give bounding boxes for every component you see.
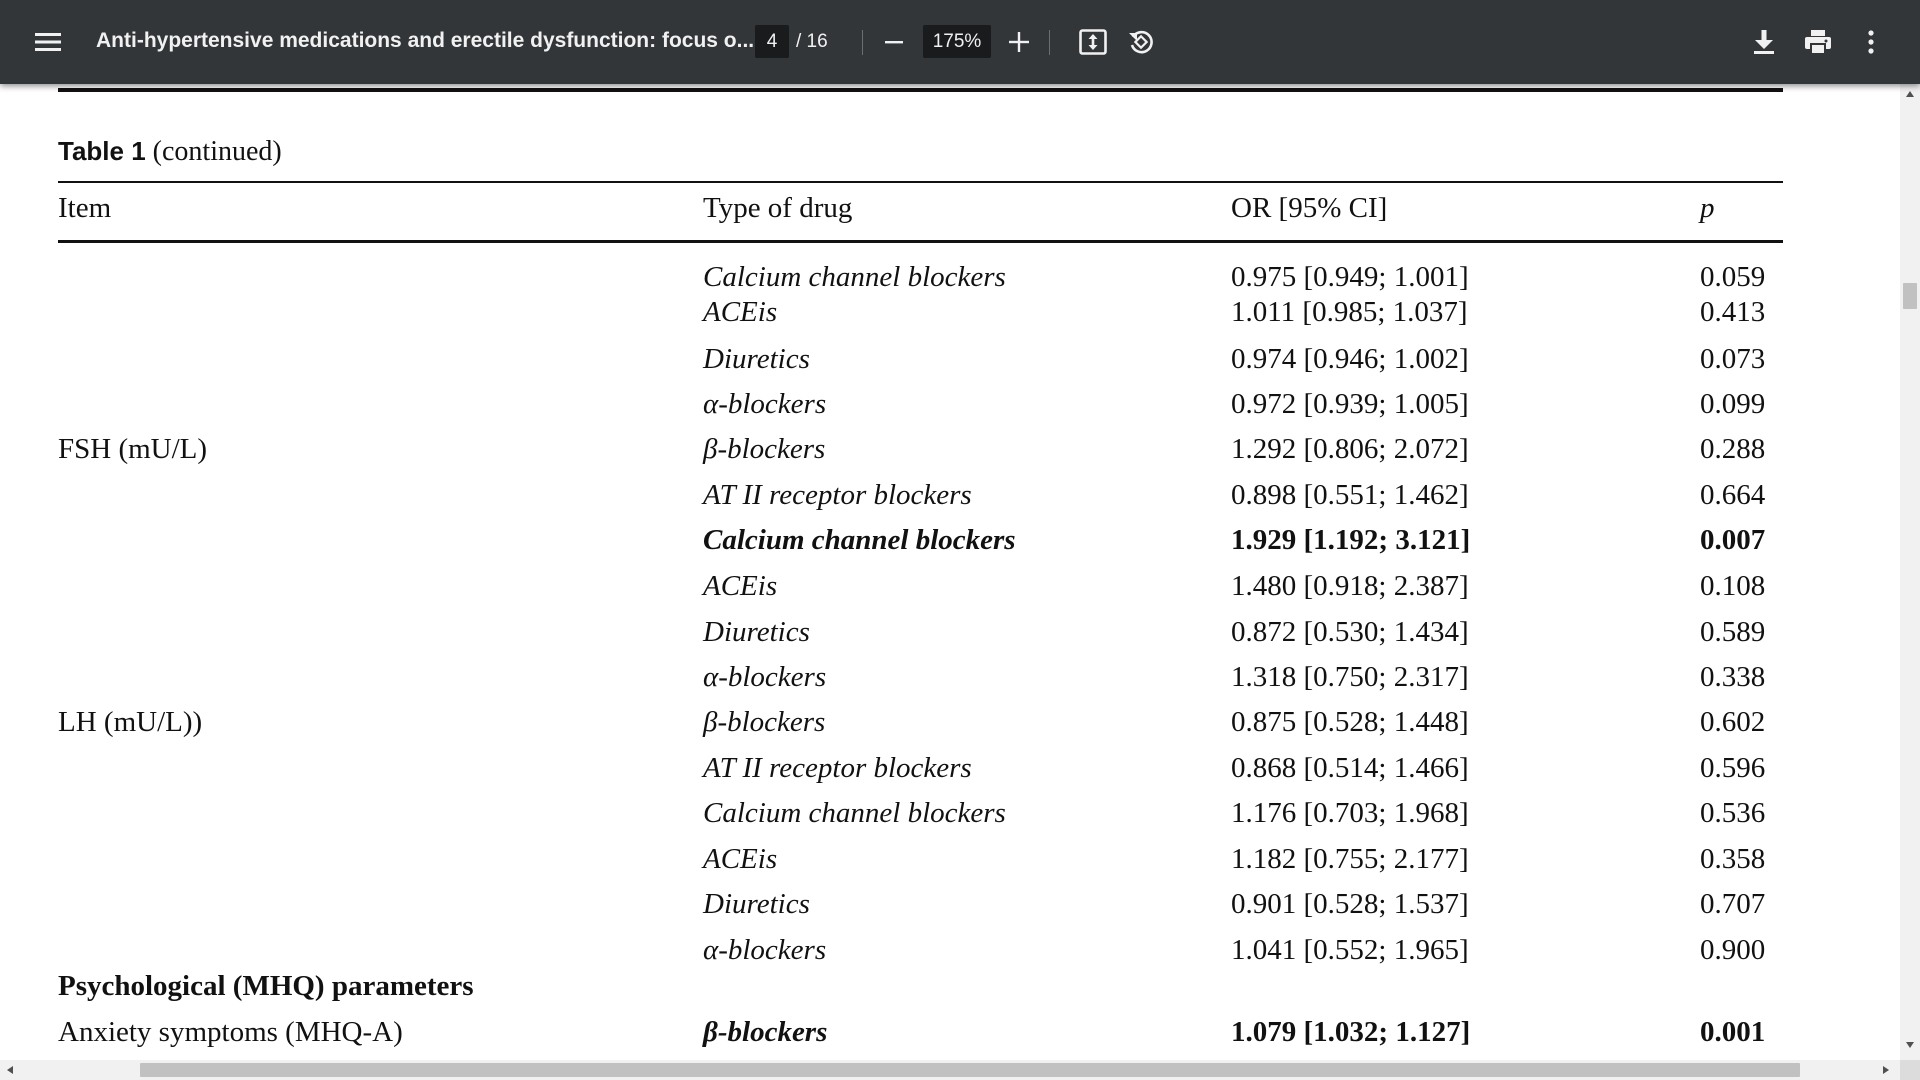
table-row [0,748,1900,788]
fit-to-page-icon[interactable] [1071,20,1115,64]
row-or: 0.974 [0.946; 1.002] [1231,343,1469,375]
column-header-drug: Type of drug [703,192,853,224]
table-row [0,612,1900,652]
row-drug: Calcium channel blockers [703,261,1006,293]
table-header-bottom-rule [58,240,1783,243]
minus-icon[interactable] [872,20,916,64]
row-drug: ACEis [703,843,778,875]
rotate-counterclockwise-icon[interactable] [1119,20,1163,64]
row-item: LH (mU/L)) [58,706,203,738]
table-top-rule [58,88,1783,92]
download-icon[interactable] [1742,20,1786,64]
table-row [0,475,1900,515]
row-or: 0.975 [0.949; 1.001] [1231,261,1469,293]
row-p: 0.900 [1700,934,1766,966]
hamburger-menu-icon[interactable] [26,20,70,64]
row-drug: AT II receptor blockers [703,479,972,511]
row-p: 0.007 [1700,524,1766,556]
row-p: 0.073 [1700,343,1766,375]
row-or: 0.868 [0.514; 1.466] [1231,752,1469,784]
pdf-toolbar [0,0,1920,84]
row-p: 0.108 [1700,570,1766,602]
row-p: 0.338 [1700,661,1766,693]
row-drug: α-blockers [703,388,827,420]
row-or: 1.480 [0.918; 2.387] [1231,570,1469,602]
section-heading: Psychological (MHQ) parameters [58,970,474,1002]
more-vertical-icon[interactable] [1849,20,1893,64]
row-p: 0.413 [1700,296,1766,328]
table-row [0,702,1900,742]
zoom-input[interactable] [923,25,991,58]
row-p: 0.596 [1700,752,1766,784]
table-header-top-rule [58,181,1783,183]
document-viewport[interactable] [0,84,1900,1060]
table-row [0,1012,1900,1052]
column-header-or: OR [95% CI] [1231,192,1388,224]
row-drug: β-blockers [703,433,826,465]
row-drug: ACEis [703,296,778,328]
table-row [0,657,1900,697]
print-icon[interactable] [1796,20,1840,64]
row-p: 0.288 [1700,433,1766,465]
row-or: 1.318 [0.750; 2.317] [1231,661,1469,693]
row-drug: α-blockers [703,934,827,966]
row-or: 1.176 [0.703; 1.968] [1231,797,1469,829]
row-drug: Calcium channel blockers [703,524,1016,556]
row-or: 1.292 [0.806; 2.072] [1231,433,1469,465]
horizontal-scroll-thumb[interactable] [140,1063,1800,1077]
table-row [0,839,1900,879]
scrollbar-corner [1900,1060,1920,1080]
vertical-scroll-thumb[interactable] [1903,283,1917,309]
horizontal-scrollbar[interactable] [0,1060,1900,1080]
row-or: 0.972 [0.939; 1.005] [1231,388,1469,420]
row-or: 1.929 [1.192; 3.121] [1231,524,1471,556]
row-p: 0.664 [1700,479,1766,511]
table-row [0,292,1900,332]
row-or: 1.182 [0.755; 2.177] [1231,843,1469,875]
scroll-left-arrow-icon[interactable] [7,1066,13,1074]
table-row [0,339,1900,379]
table-row [0,520,1900,560]
row-p: 0.358 [1700,843,1766,875]
row-or: 0.901 [0.528; 1.537] [1231,888,1469,920]
table-row [0,884,1900,924]
table-row [0,793,1900,833]
table-row [0,429,1900,469]
row-drug: α-blockers [703,661,827,693]
row-drug: β-blockers [703,706,826,738]
row-or: 0.898 [0.551; 1.462] [1231,479,1469,511]
row-item: Anxiety symptoms (MHQ-A) [58,1016,403,1048]
row-drug: AT II receptor blockers [703,752,972,784]
scroll-down-arrow-icon[interactable] [1906,1042,1914,1048]
row-or: 0.875 [0.528; 1.448] [1231,706,1469,738]
toolbar-divider [862,30,863,55]
row-p: 0.536 [1700,797,1766,829]
row-or: 1.079 [1.032; 1.127] [1231,1016,1471,1048]
table-row [0,566,1900,606]
table-row [0,257,1900,297]
row-drug: Calcium channel blockers [703,797,1006,829]
column-header-p: p [1700,192,1715,224]
row-or: 1.011 [0.985; 1.037] [1231,296,1468,328]
vertical-scrollbar[interactable] [1900,84,1920,1060]
row-p: 0.589 [1700,616,1766,648]
page-total: / 16 [796,31,828,52]
table-row [0,930,1900,970]
row-drug: Diuretics [703,616,810,648]
row-or: 0.872 [0.530; 1.434] [1231,616,1469,648]
pdf-page [0,84,1900,1060]
toolbar-divider [1049,30,1050,55]
scroll-right-arrow-icon[interactable] [1883,1066,1889,1074]
document-title: Anti-hypertensive medications and erectile dysfunction: focus o... [96,29,755,52]
section-heading-row [0,966,1900,1006]
row-p: 0.602 [1700,706,1766,738]
row-or: 1.041 [0.552; 1.965] [1231,934,1469,966]
table-caption [58,136,282,168]
row-drug: β-blockers [703,1016,828,1048]
page-number-input[interactable] [755,25,789,58]
row-p: 0.099 [1700,388,1766,420]
row-p: 0.059 [1700,261,1766,293]
table-row [0,384,1900,424]
row-p: 0.001 [1700,1016,1766,1048]
scroll-up-arrow-icon[interactable] [1906,91,1914,97]
row-drug: ACEis [703,570,778,602]
plus-icon[interactable] [997,20,1041,64]
table-caption-continued: (continued) [152,136,282,167]
row-drug: Diuretics [703,343,810,375]
table-label: Table 1 [58,136,146,166]
column-header-item: Item [58,192,112,224]
row-p: 0.707 [1700,888,1766,920]
row-drug: Diuretics [703,888,810,920]
row-item: FSH (mU/L) [58,433,208,465]
